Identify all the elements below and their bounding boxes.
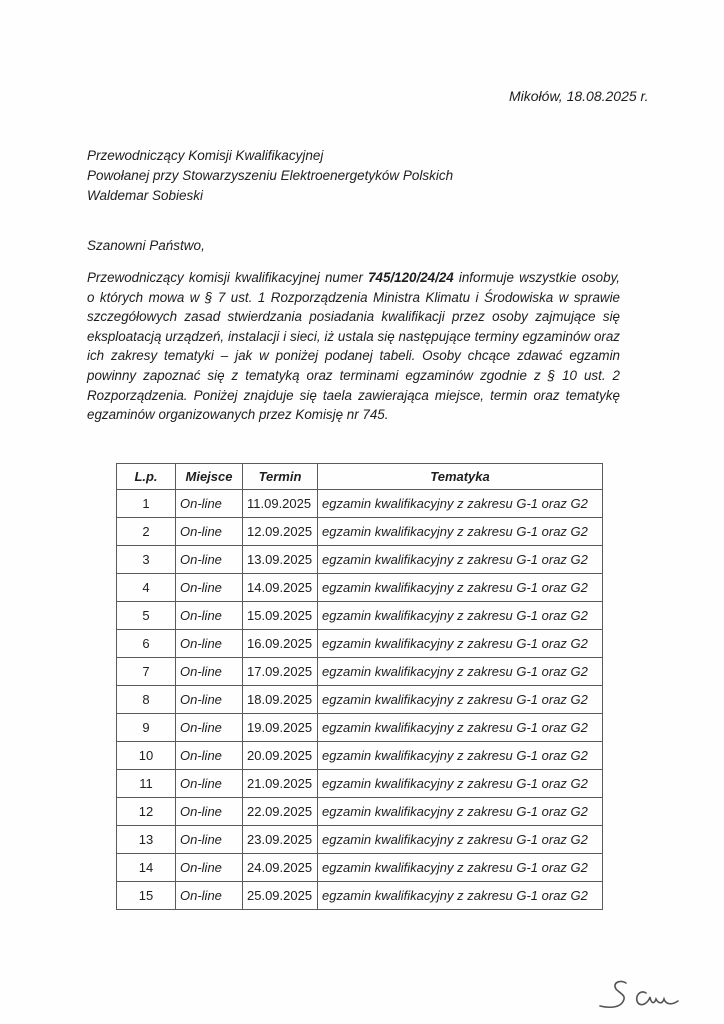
cell-topic: egzamin kwalifikacyjny z zakresu G-1 oraz G2	[318, 742, 603, 770]
table-row	[117, 602, 603, 630]
cell-place: On-line	[176, 742, 243, 770]
cell-date: 19.09.2025	[243, 714, 318, 742]
exam-schedule-table	[116, 463, 603, 910]
table-row	[117, 826, 603, 854]
cell-topic: egzamin kwalifikacyjny z zakresu G-1 oraz G2	[318, 798, 603, 826]
table-row	[117, 742, 603, 770]
cell-place: On-line	[176, 826, 243, 854]
body-text-intro: Przewodniczący komisji kwalifikacyjnej numer	[87, 270, 369, 285]
header-place: Miejsce	[176, 464, 243, 490]
cell-lp: 10	[117, 742, 176, 770]
cell-lp: 7	[117, 658, 176, 686]
cell-lp: 3	[117, 546, 176, 574]
cell-date: 18.09.2025	[243, 686, 318, 714]
cell-date: 16.09.2025	[243, 630, 318, 658]
salutation: Szanowni Państwo,	[87, 238, 205, 253]
cell-place: On-line	[176, 798, 243, 826]
cell-place: On-line	[176, 686, 243, 714]
cell-topic: egzamin kwalifikacyjny z zakresu G-1 oraz G2	[318, 770, 603, 798]
body-paragraph	[87, 268, 620, 425]
commission-number: 745/120/24/24	[368, 270, 454, 285]
cell-place: On-line	[176, 518, 243, 546]
cell-topic: egzamin kwalifikacyjny z zakresu G-1 oraz G2	[318, 714, 603, 742]
cell-topic: egzamin kwalifikacyjny z zakresu G-1 oraz G2	[318, 882, 603, 910]
cell-lp: 13	[117, 826, 176, 854]
cell-place: On-line	[176, 714, 243, 742]
cell-lp: 5	[117, 602, 176, 630]
cell-place: On-line	[176, 546, 243, 574]
addressee-line-1: Przewodniczący Komisji Kwalifikacyjnej	[87, 148, 324, 163]
cell-lp: 1	[117, 490, 176, 518]
table-row	[117, 630, 603, 658]
addressee-line-3: Waldemar Sobieski	[87, 188, 204, 203]
cell-topic: egzamin kwalifikacyjny z zakresu G-1 oraz G2	[318, 630, 603, 658]
cell-place: On-line	[176, 658, 243, 686]
cell-lp: 2	[117, 518, 176, 546]
cell-topic: egzamin kwalifikacyjny z zakresu G-1 oraz G2	[318, 658, 603, 686]
cell-topic: egzamin kwalifikacyjny z zakresu G-1 oraz G2	[318, 518, 603, 546]
table-row	[117, 658, 603, 686]
cell-date: 14.09.2025	[243, 574, 318, 602]
table-row	[117, 518, 603, 546]
cell-topic: egzamin kwalifikacyjny z zakresu G-1 oraz G2	[318, 490, 603, 518]
cell-date: 17.09.2025	[243, 658, 318, 686]
cell-topic: egzamin kwalifikacyjny z zakresu G-1 oraz G2	[318, 686, 603, 714]
table-row	[117, 882, 603, 910]
table-header-row	[117, 464, 603, 490]
cell-lp: 6	[117, 630, 176, 658]
cell-lp: 9	[117, 714, 176, 742]
cell-date: 24.09.2025	[243, 854, 318, 882]
cell-date: 20.09.2025	[243, 742, 318, 770]
cell-date: 25.09.2025	[243, 882, 318, 910]
cell-place: On-line	[176, 630, 243, 658]
cell-topic: egzamin kwalifikacyjny z zakresu G-1 oraz G2	[318, 826, 603, 854]
table-row	[117, 798, 603, 826]
addressee-line-2: Powołanej przy Stowarzyszeniu Elektroenergetyków Polskich	[87, 168, 454, 183]
cell-lp: 15	[117, 882, 176, 910]
cell-topic: egzamin kwalifikacyjny z zakresu G-1 oraz G2	[318, 854, 603, 882]
cell-place: On-line	[176, 490, 243, 518]
cell-lp: 4	[117, 574, 176, 602]
cell-lp: 8	[117, 686, 176, 714]
cell-place: On-line	[176, 770, 243, 798]
header-date: Termin	[243, 464, 318, 490]
table-row	[117, 770, 603, 798]
table-row	[117, 714, 603, 742]
table-row	[117, 686, 603, 714]
cell-topic: egzamin kwalifikacyjny z zakresu G-1 oraz G2	[318, 574, 603, 602]
cell-place: On-line	[176, 854, 243, 882]
table-row	[117, 546, 603, 574]
cell-date: 13.09.2025	[243, 546, 318, 574]
cell-topic: egzamin kwalifikacyjny z zakresu G-1 oraz G2	[318, 546, 603, 574]
cell-date: 21.09.2025	[243, 770, 318, 798]
table-row	[117, 854, 603, 882]
signature-icon	[598, 975, 698, 1015]
addressee-block	[87, 146, 453, 206]
header-topic: Tematyka	[318, 464, 603, 490]
cell-topic: egzamin kwalifikacyjny z zakresu G-1 oraz G2	[318, 602, 603, 630]
cell-date: 11.09.2025	[243, 490, 318, 518]
cell-date: 23.09.2025	[243, 826, 318, 854]
cell-place: On-line	[176, 882, 243, 910]
place-and-date: Mikołów, 18.08.2025 r.	[509, 88, 649, 104]
cell-lp: 14	[117, 854, 176, 882]
cell-lp: 12	[117, 798, 176, 826]
cell-date: 22.09.2025	[243, 798, 318, 826]
cell-place: On-line	[176, 602, 243, 630]
cell-place: On-line	[176, 574, 243, 602]
table-row	[117, 574, 603, 602]
header-lp: L.p.	[117, 464, 176, 490]
body-text-rest: informuje wszystkie osoby, o których mowa w § 7 ust. 1 Rozporządzenia Ministra Klimatu i Środowiska w sprawie szczegółowych zasad stwierdzania posiadania kwalifikacji przez osoby zajmujące się eksploatacją urządzeń, instalacji i sieci, iż ustala się następujące terminy egzaminów oraz ich zakresy tematyki – jak w poniżej podanej tabeli. Osoby chcące zdawać egzamin powinny zapoznać się z tematyką oraz terminami egzaminów zgodnie z § 10 ust. 2 Rozporządzenia. Poniżej znajduje się taela zawierająca miejsce, termin oraz tematykę egzaminów organizowanych przez Komisję nr 745.	[87, 270, 620, 423]
cell-date: 15.09.2025	[243, 602, 318, 630]
cell-date: 12.09.2025	[243, 518, 318, 546]
table-row	[117, 490, 603, 518]
cell-lp: 11	[117, 770, 176, 798]
